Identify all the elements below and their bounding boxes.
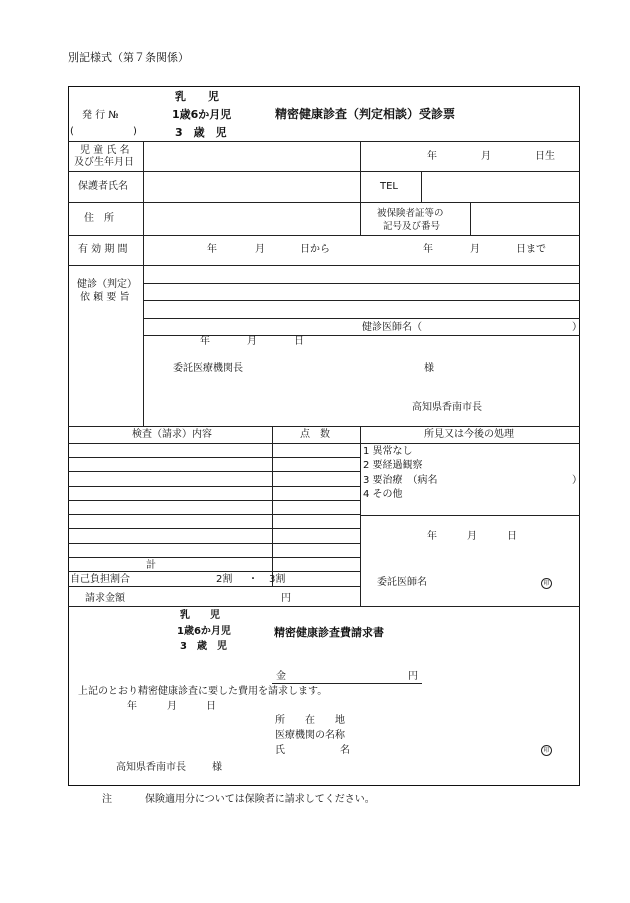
- valid-from-day: 日から: [300, 244, 330, 255]
- insurance-label-line1: 被保険者証等の: [377, 208, 444, 219]
- age-3-year: 3 歳 児: [175, 126, 227, 139]
- birth-day-label: 日生: [535, 151, 555, 162]
- points-header: 点 数: [300, 429, 330, 440]
- child-name-field[interactable]: [144, 142, 359, 170]
- treatment-paren-close: ）: [572, 475, 582, 486]
- valid-to-month: 月: [470, 244, 480, 255]
- invoice-addressee-honorific: 様: [212, 762, 222, 773]
- insurance-number-field[interactable]: [471, 203, 579, 234]
- birth-month-label: 月: [481, 151, 491, 162]
- finding-option-observation[interactable]: 2 要経過観察: [363, 460, 423, 471]
- valid-to-day: 日まで: [516, 244, 546, 255]
- request-label-line2: 依 頼 要 旨: [80, 292, 130, 303]
- request-date-month: 月: [247, 336, 257, 347]
- validity-label: 有 効 期 間: [78, 244, 128, 255]
- invoice-date-year: 年: [127, 701, 137, 712]
- invoice-age-18-month: 1歳6か月児: [177, 626, 231, 637]
- invoice-date-month: 月: [167, 701, 177, 712]
- address-field[interactable]: [144, 203, 359, 234]
- finding-date-month: 月: [467, 531, 477, 542]
- finding-date-day: 日: [507, 531, 517, 542]
- valid-from-month: 月: [255, 244, 265, 255]
- claimant-seal-mark: 印: [541, 745, 552, 756]
- issue-paren-close: ): [133, 126, 137, 137]
- birthdate-label: 及び生年月日: [74, 157, 134, 168]
- contracted-doctor-label: 委託医師名: [377, 577, 427, 588]
- form-title: 精密健康診査（判定相談）受診票: [275, 107, 456, 121]
- mayor-name: 高知県香南市長: [412, 402, 482, 413]
- claim-amount-label: 請求金額: [85, 593, 125, 604]
- finding-option-other[interactable]: 4 その他: [363, 489, 403, 500]
- invoice-date-day: 日: [206, 701, 216, 712]
- invoice-addressee: 高知県香南市長: [116, 762, 186, 773]
- footer-note-label: 注: [102, 794, 112, 805]
- invoice-age-infant: 乳 児: [180, 610, 220, 621]
- exam-content-header: 検査（請求）内容: [132, 429, 212, 440]
- request-label-line1: 健診（判定）: [77, 279, 137, 290]
- age-18-month: 1歳6か月児: [172, 108, 232, 121]
- issue-number-label: 発 行 №: [82, 110, 119, 121]
- doctor-seal-mark: 印: [541, 578, 552, 589]
- copay-30-percent[interactable]: 3割: [269, 574, 286, 585]
- request-date-year: 年: [200, 336, 210, 347]
- invoice-statement: 上記のとおり精密健康診査に要した費用を請求します。: [78, 686, 328, 697]
- institution-name-label: 医療機関の名称: [275, 730, 345, 741]
- invoice-amount-yen: 円: [408, 671, 418, 682]
- claim-amount-yen: 円: [281, 593, 291, 604]
- valid-from-year: 年: [207, 244, 217, 255]
- findings-header: 所見又は今後の処理: [424, 429, 514, 440]
- finding-option-normal[interactable]: 1 異常なし: [363, 446, 413, 457]
- copay-separator: ・: [248, 574, 258, 585]
- invoice-amount-prefix: 金: [276, 671, 286, 682]
- claimant-name-right: 名: [340, 745, 350, 756]
- request-date-day: 日: [294, 336, 304, 347]
- invoice-title: 精密健康診査費請求書: [274, 626, 384, 639]
- issue-paren-open: (: [70, 126, 74, 137]
- invoice-age-3-year: 3 歳 児: [180, 641, 227, 652]
- finding-option-treatment[interactable]: 3 要治療 （病名: [363, 475, 438, 486]
- footer-note-text: 保険適用分については保険者に請求してください。: [145, 794, 375, 805]
- insurance-label-line2: 記号及び番号: [383, 221, 441, 232]
- tel-field[interactable]: [422, 172, 579, 201]
- child-name-label: 児 童 氏 名: [80, 145, 130, 156]
- claimant-name-left: 氏: [275, 745, 285, 756]
- exam-doctor-label: 健診医師名（: [362, 322, 422, 333]
- contracted-institution-label: 委託医療機関長: [173, 363, 243, 374]
- guardian-name-field[interactable]: [144, 172, 359, 201]
- age-infant: 乳 児: [175, 90, 219, 103]
- institution-location-label: 所 在 地: [275, 715, 345, 726]
- birth-year-label: 年: [427, 151, 437, 162]
- address-label: 住 所: [84, 213, 114, 224]
- exam-doctor-close: ）: [572, 322, 582, 333]
- guardian-name-label: 保護者氏名: [78, 181, 128, 192]
- finding-date-year: 年: [427, 531, 437, 542]
- tel-label: TEL: [380, 181, 398, 192]
- copay-20-percent[interactable]: 2割: [216, 574, 233, 585]
- valid-to-year: 年: [423, 244, 433, 255]
- institution-honorific: 様: [424, 363, 434, 374]
- total-label: 計: [146, 560, 156, 571]
- copay-label: 自己負担割合: [70, 574, 130, 585]
- form-number-label: 別記様式（第７条関係）: [68, 51, 189, 64]
